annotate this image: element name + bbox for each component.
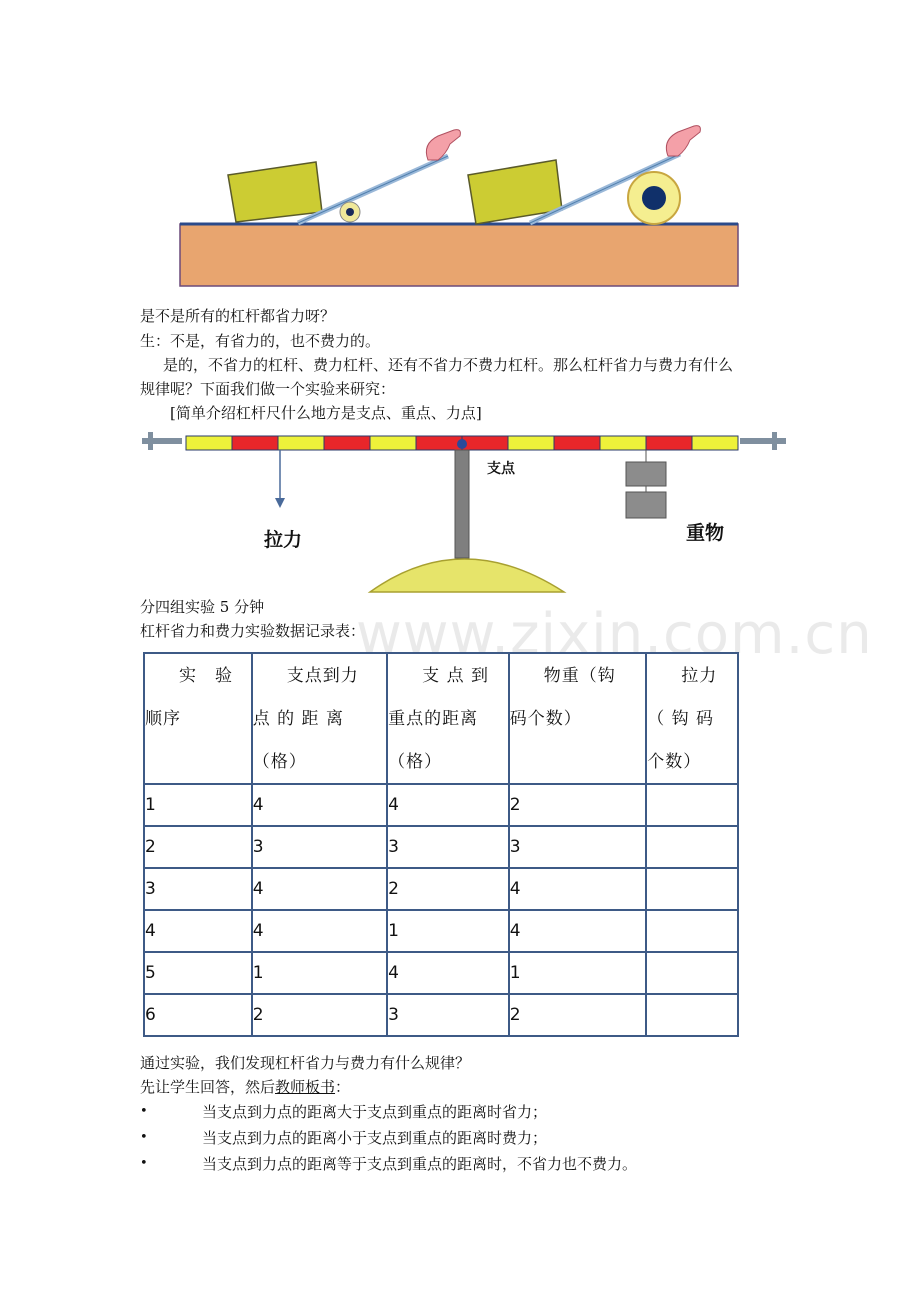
watermark: www.zixin.com.cn xyxy=(356,602,873,667)
header-cell-weight-distance: 支 点 到 重点的距离 （格） xyxy=(387,653,509,784)
bullet-symbol: • xyxy=(140,1156,148,1171)
bullet-symbol: • xyxy=(140,1130,148,1145)
box-left xyxy=(228,162,322,222)
bullet-symbol: • xyxy=(140,1104,148,1119)
teacher-note-line: 先让学生回答，然后教师板书： xyxy=(140,1078,351,1096)
hand-left-icon xyxy=(426,130,460,160)
paragraph-line-2: 规律呢？下面我们做一个实验来研究： xyxy=(140,380,396,398)
question-line: 是不是所有的杠杆都省力呀？ xyxy=(140,307,336,325)
header-cell-order: 实 验 顺序 xyxy=(144,653,252,784)
table-row xyxy=(144,826,738,868)
table-cell: 1 xyxy=(387,910,509,952)
table-title: 杠杆省力和费力实验数据记录表： xyxy=(140,622,366,640)
table-cell: 5 xyxy=(144,952,252,994)
note-line: [简单介绍杠杆尺什么地方是支点、重点、力点] xyxy=(170,404,482,422)
lever-ruler-diagram xyxy=(140,428,790,593)
table-cell: 3 xyxy=(387,994,509,1036)
paragraph-line-1: 是的，不省力的杠杆、费力杠杆、还有不省力不费力杠杆。那么杠杆省力与费力有什么 xyxy=(163,356,734,374)
table-row xyxy=(144,868,738,910)
table-cell: 2 xyxy=(144,826,252,868)
table-cell: 4 xyxy=(252,784,387,826)
table-cell: 4 xyxy=(387,784,509,826)
table-header-row xyxy=(144,653,738,784)
table-cell: 4 xyxy=(144,910,252,952)
ground-block xyxy=(180,224,738,286)
table-cell xyxy=(646,868,738,910)
teacher-board-link[interactable]: 教师板书 xyxy=(275,1078,336,1096)
table-cell: 3 xyxy=(387,826,509,868)
table-cell: 2 xyxy=(509,994,647,1036)
bullet-item: 当支点到力点的距离等于支点到重点的距离时，不省力也不费力。 xyxy=(202,1155,638,1173)
table-cell: 6 xyxy=(144,994,252,1036)
table-cell: 1 xyxy=(144,784,252,826)
table-cell: 4 xyxy=(509,868,647,910)
table-cell: 4 xyxy=(387,952,509,994)
table-cell: 4 xyxy=(252,910,387,952)
table-cell: 1 xyxy=(509,952,647,994)
table-row xyxy=(144,910,738,952)
header-cell-pull: 拉力 （ 钩 码 个数） xyxy=(646,653,738,784)
table-cell: 4 xyxy=(252,868,387,910)
hand-right-icon xyxy=(666,126,700,156)
answer-line: 生：不是，有省力的，也不费力的。 xyxy=(140,332,381,350)
table-cell: 3 xyxy=(509,826,647,868)
table-cell: 2 xyxy=(509,784,647,826)
lever-box-illustration xyxy=(170,120,750,295)
groups-line: 分四组实验 5 分钟 xyxy=(140,598,265,616)
bullet-item: 当支点到力点的距离小于支点到重点的距离时费力； xyxy=(202,1129,548,1147)
table-cell xyxy=(646,784,738,826)
header-cell-force-distance: 支点到力 点 的 距 离 （格） xyxy=(252,653,387,784)
table-cell xyxy=(646,826,738,868)
conclusion-question: 通过实验，我们发现杠杆省力与费力有什么规律？ xyxy=(140,1054,471,1072)
bullet-item: 当支点到力点的距离大于支点到重点的距离时省力； xyxy=(202,1103,548,1121)
weight-block-1 xyxy=(626,462,666,486)
table-cell: 2 xyxy=(252,994,387,1036)
table-cell xyxy=(646,952,738,994)
table-cell: 3 xyxy=(252,826,387,868)
table-cell xyxy=(646,994,738,1036)
stand-base xyxy=(370,559,564,592)
table-row xyxy=(144,784,738,826)
header-cell-weight: 物重（钩 码个数） xyxy=(509,653,647,784)
table-row xyxy=(144,994,738,1036)
table-row xyxy=(144,952,738,994)
pull-label: 拉力 xyxy=(264,529,303,551)
fulcrum-label: 支点 xyxy=(487,461,515,477)
table-cell: 4 xyxy=(509,910,647,952)
weight-label: 重物 xyxy=(686,522,725,544)
table-cell: 2 xyxy=(387,868,509,910)
weight-block-2 xyxy=(626,492,666,518)
pivot-pin xyxy=(457,439,467,449)
stand-post xyxy=(455,450,469,558)
experiment-data-table xyxy=(143,652,739,1037)
table-cell: 1 xyxy=(252,952,387,994)
table-cell: 3 xyxy=(144,868,252,910)
table-cell xyxy=(646,910,738,952)
